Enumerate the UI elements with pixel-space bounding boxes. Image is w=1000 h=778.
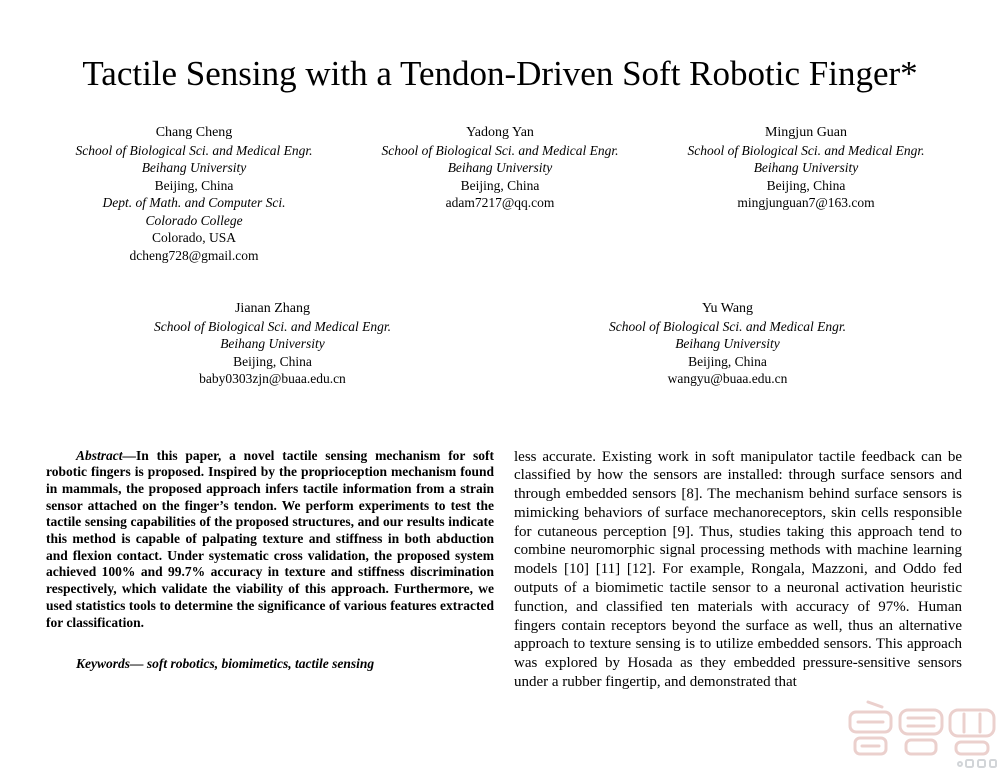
- author-affiliation: School of Biological Sci. and Medical Engr.: [381, 142, 619, 158]
- author-affiliation: Beihang University: [753, 160, 859, 175]
- author-location: Beijing, China: [460, 177, 540, 193]
- right-column: [514, 448, 962, 692]
- author-block-mingjun-guan: [653, 124, 959, 264]
- author-block-yu-wang: [575, 300, 881, 388]
- author-name: Yadong Yan: [466, 125, 534, 140]
- body-paragraph: less accurate. Existing work in soft manipulator tactile feedback can be classified by how the sensors are installed: through surface sensors and through embedded sensors [8]. The mechanism behind surface sensors is mimicking behaviors of surface mechanoreceptors, skin cells responsible for cutaneous perception [9]. Thus, studies taking this approach tend to combine neuromorphic signal processing methods with machine learning models [10] [11] [12]. For example, Rongala, Mazzoni, and Oddo fed outputs of a biomimetic tactile sensor to a neuronal activation heuristic function, and classified ten materials with accuracy of 97%. Human fingers contain receptors beyond the surface as well, thus an alternative approach to texture sensing is to utilize embedded sensors. This approach was explored by Hosada as they embedded pressure-sensitive sensors under a rubber fingertip, and demonstrated that: [514, 448, 962, 691]
- watermark-logo-icon: [848, 694, 1000, 774]
- author-email: wangyu@buaa.edu.cn: [667, 371, 788, 386]
- author-affiliation: Colorado College: [145, 212, 243, 228]
- author-name: Jianan Zhang: [234, 301, 311, 316]
- keywords-paragraph: [46, 655, 494, 672]
- author-email: mingjunguan7@163.com: [737, 195, 875, 210]
- author-affiliation: Beihang University: [141, 160, 247, 175]
- author-affiliation: School of Biological Sci. and Medical Engr.: [154, 318, 391, 334]
- author-affiliation: Beihang University: [675, 336, 780, 351]
- author-affiliation: Beihang University: [447, 160, 553, 175]
- author-location: Beijing, China: [154, 177, 234, 193]
- author-block-yadong-yan: [347, 124, 653, 264]
- author-location: Beijing, China: [766, 177, 846, 193]
- left-column: [46, 448, 494, 692]
- author-name: Yu Wang: [701, 301, 754, 316]
- abstract-text: In this paper, a novel tactile sensing mechanism for soft robotic fingers is proposed. Inspired by the proprioception mechanism found in mammals, the proposed approach infers tactile information from a strain sensor attached on the finger’s tendon. We perform experiments to test the tactile sensing capabilities of the proposed structures, and our results indicate this method is capable of palpating texture and stiffness in both abduction and flexion contact. Under systematic cross validation, the proposed system achieved 100% and 99.7% accuracy in texture and stiffness discrimination respectively, which validate the viability of this approach. Furthermore, we used statistics tools to determine the significance of various features extracted for classification.: [46, 447, 494, 630]
- author-affiliation: Beihang University: [220, 336, 325, 351]
- author-name: Chang Cheng: [155, 125, 233, 140]
- abstract-label: Abstract—: [76, 447, 137, 463]
- authors-row-2: [0, 300, 1000, 388]
- author-affiliation: School of Biological Sci. and Medical Engr.: [609, 318, 846, 334]
- author-email: baby0303zjn@buaa.edu.cn: [199, 371, 346, 386]
- author-location: Beijing, China: [688, 353, 767, 369]
- keywords-text: soft robotics, biomimetics, tactile sensing: [146, 656, 375, 672]
- paper-title: Tactile Sensing with a Tendon-Driven Soft Robotic Finger*: [82, 54, 918, 93]
- author-email: dcheng728@gmail.com: [129, 247, 259, 263]
- author-name: Mingjun Guan: [764, 125, 848, 140]
- author-block-jianan-zhang: [120, 300, 426, 388]
- author-location: Beijing, China: [233, 353, 312, 369]
- author-affiliation: Dept. of Math. and Computer Sci.: [102, 195, 286, 210]
- keywords-label: Keywords—: [76, 656, 147, 672]
- author-email: adam7217@qq.com: [445, 195, 555, 210]
- two-column-body: [0, 448, 1000, 692]
- authors-row-1: [0, 124, 1000, 264]
- author-affiliation: School of Biological Sci. and Medical Engr.: [75, 142, 313, 158]
- author-block-chang-cheng: [41, 124, 347, 264]
- abstract-paragraph: [46, 448, 494, 632]
- author-location: Colorado, USA: [152, 230, 236, 245]
- author-affiliation: School of Biological Sci. and Medical Engr.: [687, 142, 925, 158]
